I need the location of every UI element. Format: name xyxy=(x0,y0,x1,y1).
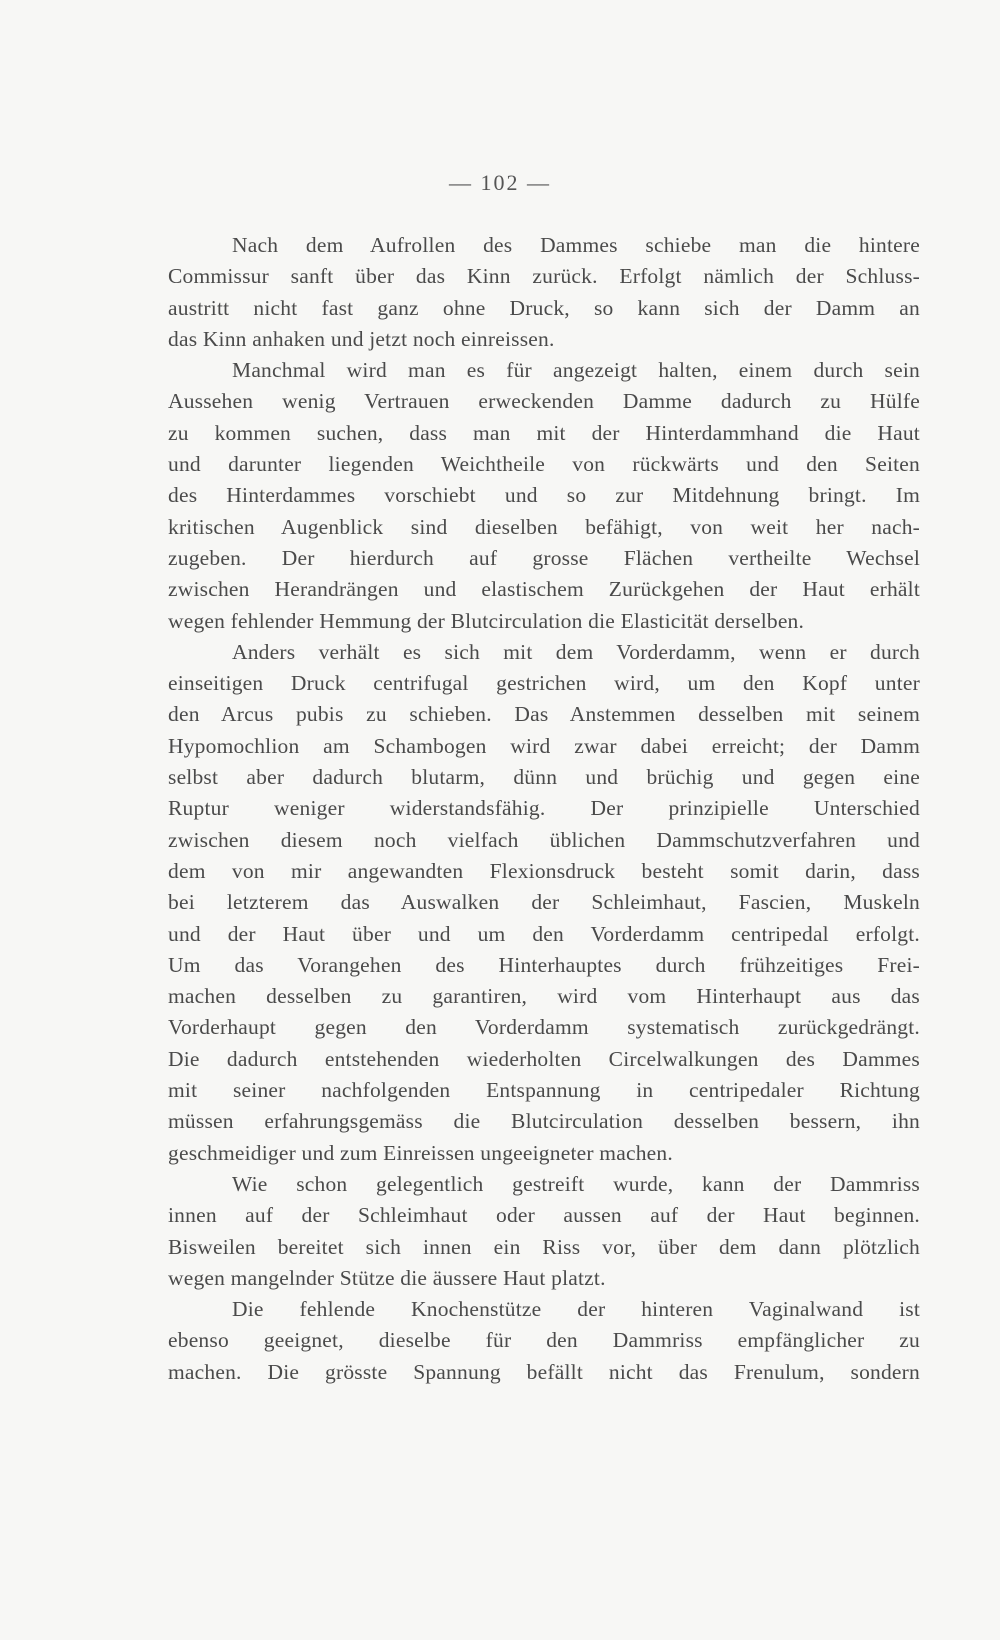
text-line: Commissur sanft über das Kinn zurück. Erfolgt nämlich der Schluss- xyxy=(168,264,920,289)
text-line: geschmeidiger und zum Einreissen ungeeigneter machen. xyxy=(168,1140,673,1165)
text-line: Die fehlende Knochenstütze der hinteren Vaginalwand ist xyxy=(232,1297,920,1322)
text-line: Hypomochlion am Schambogen wird zwar dabei erreicht; der Damm xyxy=(168,733,920,758)
text-line: das Kinn anhaken und jetzt noch einreissen. xyxy=(168,326,555,351)
text-line: ebenso geeignet, dieselbe für den Dammriss empfänglicher zu xyxy=(168,1328,920,1353)
text-line: machen desselben zu garantiren, wird vom Hinterhaupt aus das xyxy=(168,984,920,1009)
text-line: Nach dem Aufrollen des Dammes schiebe man die hintere xyxy=(232,233,920,257)
text-line: Manchmal wird man es für angezeigt halten, einem durch sein xyxy=(232,358,920,383)
text-line: dem von mir angewandten Flexionsdruck besteht somit darin, dass xyxy=(168,858,920,883)
text-line: Um das Vorangehen des Hinterhauptes durch frühzeitiges Frei- xyxy=(168,952,920,977)
text-line: Ruptur weniger widerstandsfähig. Der prinzipielle Unterschied xyxy=(168,796,920,821)
text-line: Bisweilen bereitet sich innen ein Riss vor, über dem dann plötzlich xyxy=(168,1234,920,1259)
text-line: Wie schon gelegentlich gestreift wurde, kann der Dammriss xyxy=(232,1171,920,1196)
text-line: Die dadurch entstehenden wiederholten Circelwalkungen des Dammes xyxy=(168,1046,920,1071)
text-line: zugeben. Der hierdurch auf grosse Flächen vertheilte Wechsel xyxy=(168,545,920,570)
text-line: selbst aber dadurch blutarm, dünn und brüchig und gegen eine xyxy=(168,765,920,790)
text-line: und der Haut über und um den Vorderdamm centripedal erfolgt. xyxy=(168,921,920,946)
text-line: zwischen Herandrängen und elastischem Zurückgehen der Haut erhält xyxy=(168,577,920,602)
page-number: — 102 — xyxy=(449,170,551,195)
text-line: Vorderhaupt gegen den Vorderdamm systematisch zurückgedrängt. xyxy=(168,1015,920,1040)
text-line: machen. Die grösste Spannung befällt nicht das Frenulum, sondern xyxy=(168,1359,920,1384)
text-line: wegen mangelnder Stütze die äussere Haut platzt. xyxy=(168,1265,606,1290)
text-line: bei letzterem das Auswalken der Schleimhaut, Fascien, Muskeln xyxy=(168,890,920,915)
text-line: wegen fehlender Hemmung der Blutcirculation die Elasticität derselben. xyxy=(168,608,805,633)
text-line: Anders verhält es sich mit dem Vorderdamm, wenn er durch xyxy=(232,639,920,664)
text-line: des Hinterdammes vorschiebt und so zur Mitdehnung bringt. Im xyxy=(168,483,920,508)
text-line: müssen erfahrungsgemäss die Blutcirculation desselben bessern, ihn xyxy=(168,1109,920,1134)
text-line: innen auf der Schleimhaut oder aussen auf der Haut beginnen. xyxy=(168,1203,920,1228)
text-line: mit seiner nachfolgenden Entspannung in centripedaler Richtung xyxy=(168,1078,920,1103)
text-line: den Arcus pubis zu schieben. Das Anstemmen desselben mit seinem xyxy=(168,702,920,727)
text-line: und darunter liegenden Weichtheile von rückwärts und den Seiten xyxy=(168,452,920,477)
text-line: zwischen diesem noch vielfach üblichen Dammschutzverfahren und xyxy=(168,827,920,852)
text-line: zu kommen suchen, dass man mit der Hinterdammhand die Haut xyxy=(168,420,920,445)
text-line: Aussehen wenig Vertrauen erweckenden Damme dadurch zu Hülfe xyxy=(168,389,920,414)
text-line: einseitigen Druck centrifugal gestrichen wird, um den Kopf unter xyxy=(168,671,920,696)
text-line: kritischen Augenblick sind dieselben befähigt, von weit her nach- xyxy=(168,514,920,539)
text-line: austritt nicht fast ganz ohne Druck, so kann sich der Damm an xyxy=(168,295,920,320)
body-text xyxy=(168,230,920,1388)
